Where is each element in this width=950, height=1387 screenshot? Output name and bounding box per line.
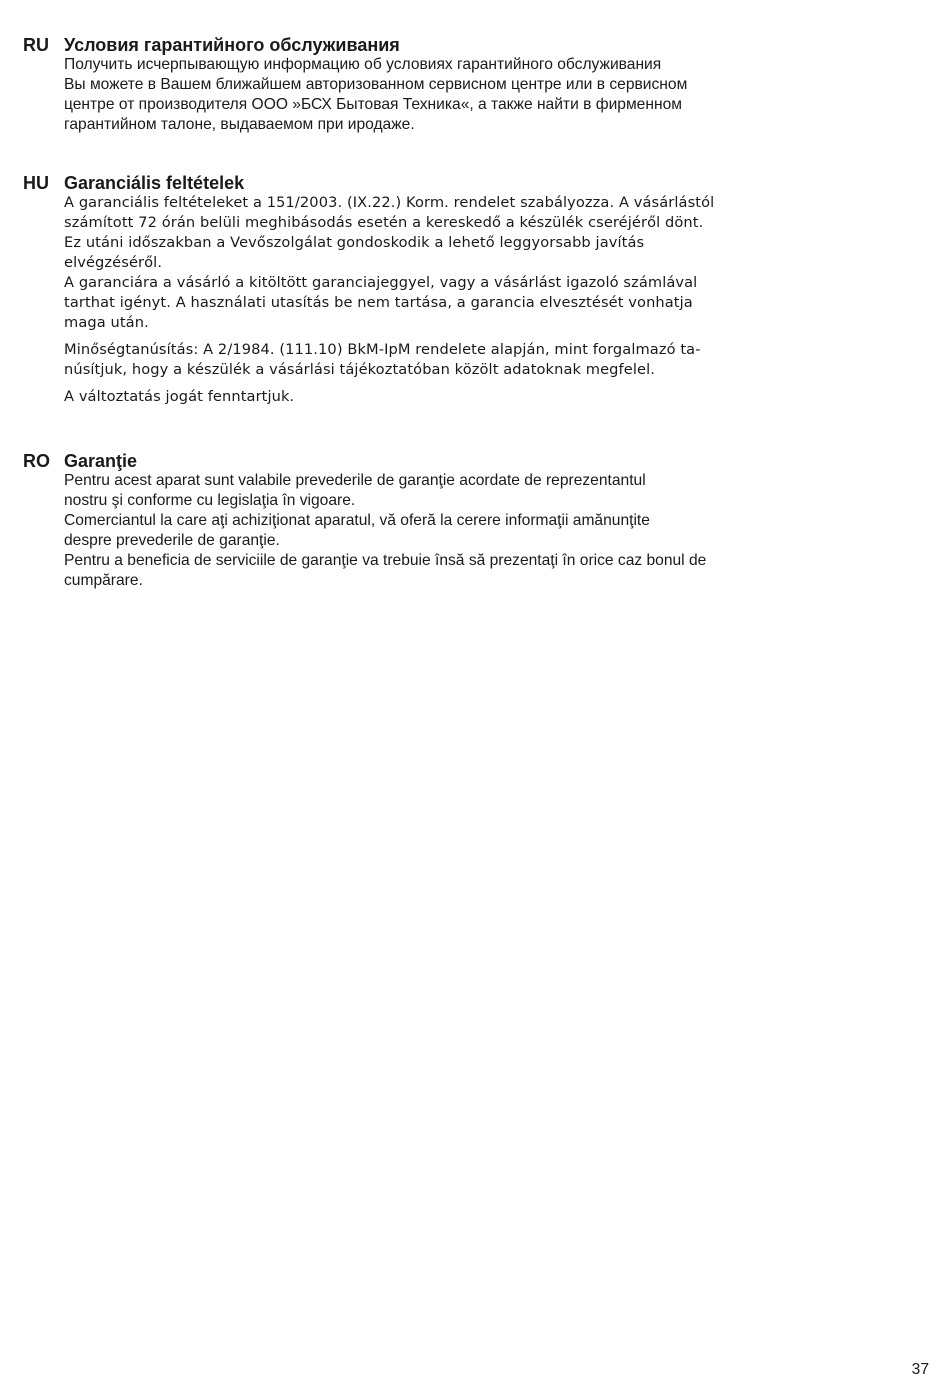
text-line: núsítjuk, hogy a készülék a vásárlási tájékoztatóban közölt adatoknak megfelel. [64,361,655,378]
paragraph-gap [64,333,794,340]
text-line: elvégzéséről. [64,254,163,271]
text-line: гарантийном талоне, выдаваемом при иродаже. [64,116,415,133]
text-line: центре от производителя ООО »БСХ Бытовая Техника«, а также найти в фирменном [64,96,682,113]
text-line: Pentru a beneficia de serviciile de garanţie va trebuie însă să prezentaţi în orice caz bonul de [64,552,707,569]
section-title-hu: Garanciális feltételek [64,173,245,193]
text-line: Pentru acest aparat sunt valabile prevederile de garanţie acordate de reprezentantul [64,472,646,489]
text-line: cumpărare. [64,572,143,589]
text-line: Comerciantul la care aţi achiziţionat aparatul, vă oferă la cerere informaţii amănunţite [64,512,650,529]
section-body-ro [64,471,794,591]
section-title-ru: Условия гарантийного обслуживания [64,35,400,55]
text-line: Получить исчерпывающую информацию об условиях гарантийного обслуживания [64,56,662,73]
text-line: Ez utáni időszakban a Vevőszolgálat gondoskodik a lehető leggyorsabb javítás [64,234,645,251]
text-line: tarthat igényt. A használati utasítás be nem tartása, a garancia elvesztését vonhatja [64,294,693,311]
language-code-ru: RU [23,35,49,55]
text-line: számított 72 órán belüli meghibásodás esetén a kereskedő a készülék cseréjéről dönt. [64,214,704,231]
text-line: Вы можете в Вашем ближайшем авторизованном сервисном центре или в сервисном [64,76,688,93]
text-line: despre prevederile de garanţie. [64,532,280,549]
text-line: A garanciális feltételeket a 151/2003. (IX.22.) Korm. rendelet szabályozza. A vásárlástól [64,194,715,211]
text-line: maga után. [64,314,149,331]
language-code-hu: HU [23,173,49,193]
text-line: A változtatás jogát fenntartjuk. [64,388,295,405]
language-code-ro: RO [23,451,50,471]
text-line: nostru şi conforme cu legislaţia în vigoare. [64,492,356,509]
section-title-ro: Garanţie [64,451,138,471]
text-line: A garanciára a vásárló a kitöltött garanciajeggyel, vagy a vásárlást igazoló számlával [64,274,698,291]
page-number: 37 [911,1361,929,1378]
section-body-ru [64,55,794,135]
section-body-hu [64,193,794,407]
paragraph-gap [64,380,794,387]
text-line: Minőségtanúsítás: A 2/1984. (111.10) BkM-IpM rendelete alapján, mint forgalmazó ta- [64,341,701,358]
